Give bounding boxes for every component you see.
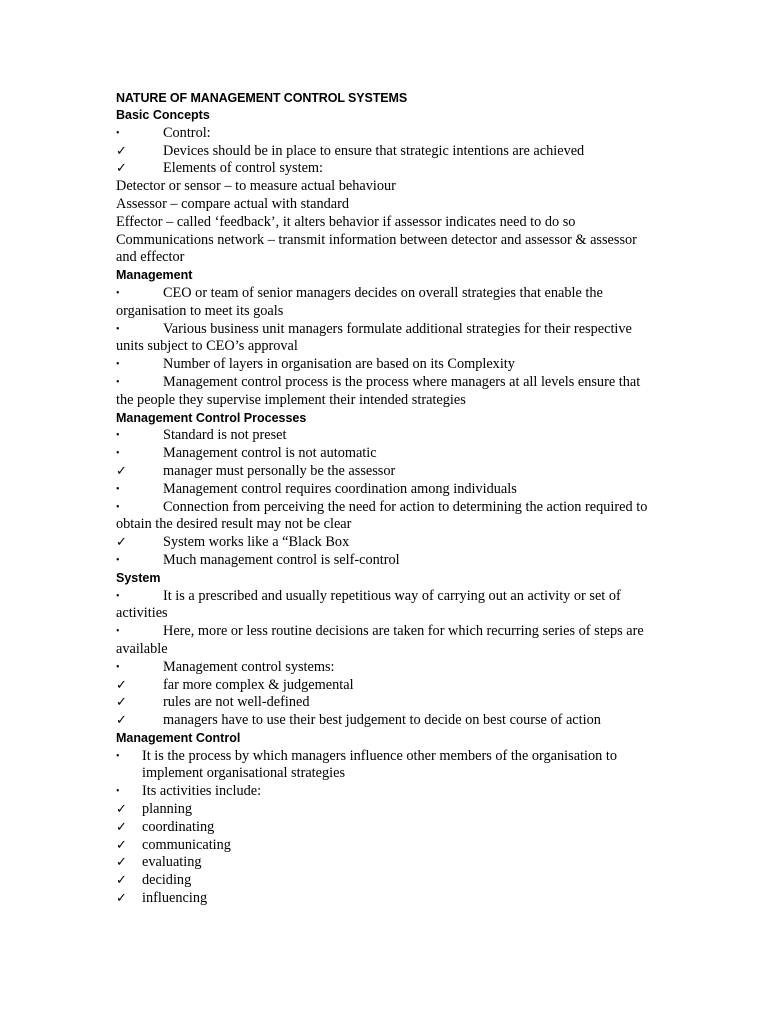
checkmark-icon: ✓: [116, 873, 127, 889]
checkmark-icon: ✓: [116, 463, 127, 479]
checkmark-icon: ✓: [116, 819, 127, 835]
list-item: [116, 837, 658, 855]
bullet-icon: •: [116, 448, 120, 460]
section-heading: Management Control Processes: [116, 410, 307, 425]
checkmark-icon: ✓: [116, 855, 127, 871]
checkmark-icon: ✓: [116, 837, 127, 853]
bullet-icon: •: [116, 483, 120, 495]
list-item: [116, 872, 658, 890]
checkmark-icon: ✓: [116, 677, 127, 693]
section-heading: Management Control: [116, 730, 241, 745]
section-heading: System: [116, 570, 161, 585]
bullet-icon: •: [116, 661, 120, 673]
paragraph: Effector – called ‘feedback’, it alters behavior if assessor indicates need to do so: [116, 213, 576, 230]
list-item: [116, 427, 658, 445]
checkmark-icon: ✓: [116, 695, 127, 711]
list-item-text: Management control process is the process where managers at all levels ensure that the people they supervise implement their intended strategies: [116, 373, 641, 408]
list-item-text: rules are not well-defined: [163, 694, 310, 711]
paragraph: Assessor – compare actual with standard: [116, 195, 350, 212]
document-body: [116, 107, 658, 908]
bullet-icon: •: [116, 287, 120, 299]
bullet-icon: •: [116, 554, 120, 566]
list-item: [116, 783, 658, 801]
list-item: [116, 659, 658, 677]
list-item-text: Control:: [163, 124, 211, 141]
list-item-text: Management control requires coordination among individuals: [163, 480, 517, 497]
list-item-text: Connection from perceiving the need for action to determining the action required to obtain the desired result may not be clear: [116, 498, 648, 533]
bullet-icon: •: [116, 626, 120, 638]
list-item: [116, 588, 658, 624]
list-item-text: Management control systems:: [163, 658, 335, 675]
list-item-text: planning: [142, 801, 193, 818]
list-item: [116, 356, 658, 374]
section-heading: Basic Concepts: [116, 108, 210, 122]
list-item-text: Number of layers in organisation are based on its Complexity: [163, 356, 515, 373]
checkmark-icon: ✓: [116, 713, 127, 729]
bullet-icon: •: [116, 323, 120, 335]
list-item: [116, 160, 658, 178]
list-item-text: It is a prescribed and usually repetitious way of carrying out an activity or set of activities: [116, 587, 621, 622]
list-item: [116, 623, 658, 659]
list-item: [116, 552, 658, 570]
list-item-text: Various business unit managers formulate additional strategies for their respective units subject to CEO’s approval: [116, 320, 632, 355]
list-item-text: System works like a “Black Box: [163, 534, 350, 551]
list-item-text: Standard is not preset: [163, 427, 287, 444]
list-item: [116, 143, 658, 161]
list-item-text: deciding: [142, 872, 192, 889]
paragraph: Detector or sensor – to measure actual behaviour: [116, 178, 396, 195]
list-item-text: coordinating: [142, 818, 215, 835]
bullet-icon: •: [116, 430, 120, 442]
list-item: [116, 321, 658, 357]
checkmark-icon: ✓: [116, 802, 127, 818]
list-item: [116, 712, 658, 730]
paragraph: Communications network – transmit information between detector and assessor & assessor and effector: [116, 231, 637, 266]
list-item-text: CEO or team of senior managers decides on overall strategies that enable the organisation to meet its goals: [116, 284, 603, 319]
list-item-text: Here, more or less routine decisions are taken for which recurring series of steps are available: [116, 623, 644, 657]
list-item-text: Elements of control system:: [163, 160, 324, 177]
list-item-text: manager must personally be the assessor: [163, 462, 396, 479]
checkmark-icon: ✓: [116, 143, 127, 159]
list-item-text: managers have to use their best judgement to decide on best course of action: [163, 712, 601, 729]
checkmark-icon: ✓: [116, 891, 127, 907]
section-heading: Management: [116, 268, 193, 283]
bullet-icon: •: [116, 359, 120, 371]
list-item-text: far more complex & judgemental: [163, 676, 354, 693]
bullet-icon: •: [116, 127, 120, 139]
list-item: [116, 499, 658, 535]
checkmark-icon: ✓: [116, 161, 127, 177]
list-item: [116, 819, 658, 837]
list-item-text: Much management control is self-control: [163, 551, 400, 568]
list-item-text: It is the process by which managers influence other members of the organisation to implement organisational strategies: [142, 747, 617, 782]
list-item: [116, 481, 658, 499]
bullet-icon: •: [116, 376, 120, 388]
list-item: [116, 677, 658, 695]
list-item: [116, 748, 658, 784]
list-item-text: Its activities include:: [142, 783, 262, 800]
list-item-text: communicating: [142, 836, 231, 853]
list-item: [116, 374, 658, 410]
list-item: [116, 694, 658, 712]
list-item-text: evaluating: [142, 854, 202, 871]
bullet-icon: •: [116, 750, 120, 762]
bullet-icon: •: [116, 590, 120, 602]
document-title: NATURE OF MANAGEMENT CONTROL SYSTEMS: [116, 91, 408, 105]
list-item: [116, 463, 658, 481]
list-item-text: Devices should be in place to ensure that strategic intentions are achieved: [163, 142, 585, 159]
checkmark-icon: ✓: [116, 535, 127, 551]
list-item: [116, 534, 658, 552]
bullet-icon: •: [116, 501, 120, 513]
list-item: [116, 801, 658, 819]
list-item-text: Management control is not automatic: [163, 445, 377, 462]
bullet-icon: •: [116, 786, 120, 798]
list-item-text: influencing: [142, 890, 208, 907]
list-item: [116, 890, 658, 908]
list-item: [116, 445, 658, 463]
list-item: [116, 854, 658, 872]
list-item: [116, 285, 658, 321]
list-item: [116, 125, 658, 143]
